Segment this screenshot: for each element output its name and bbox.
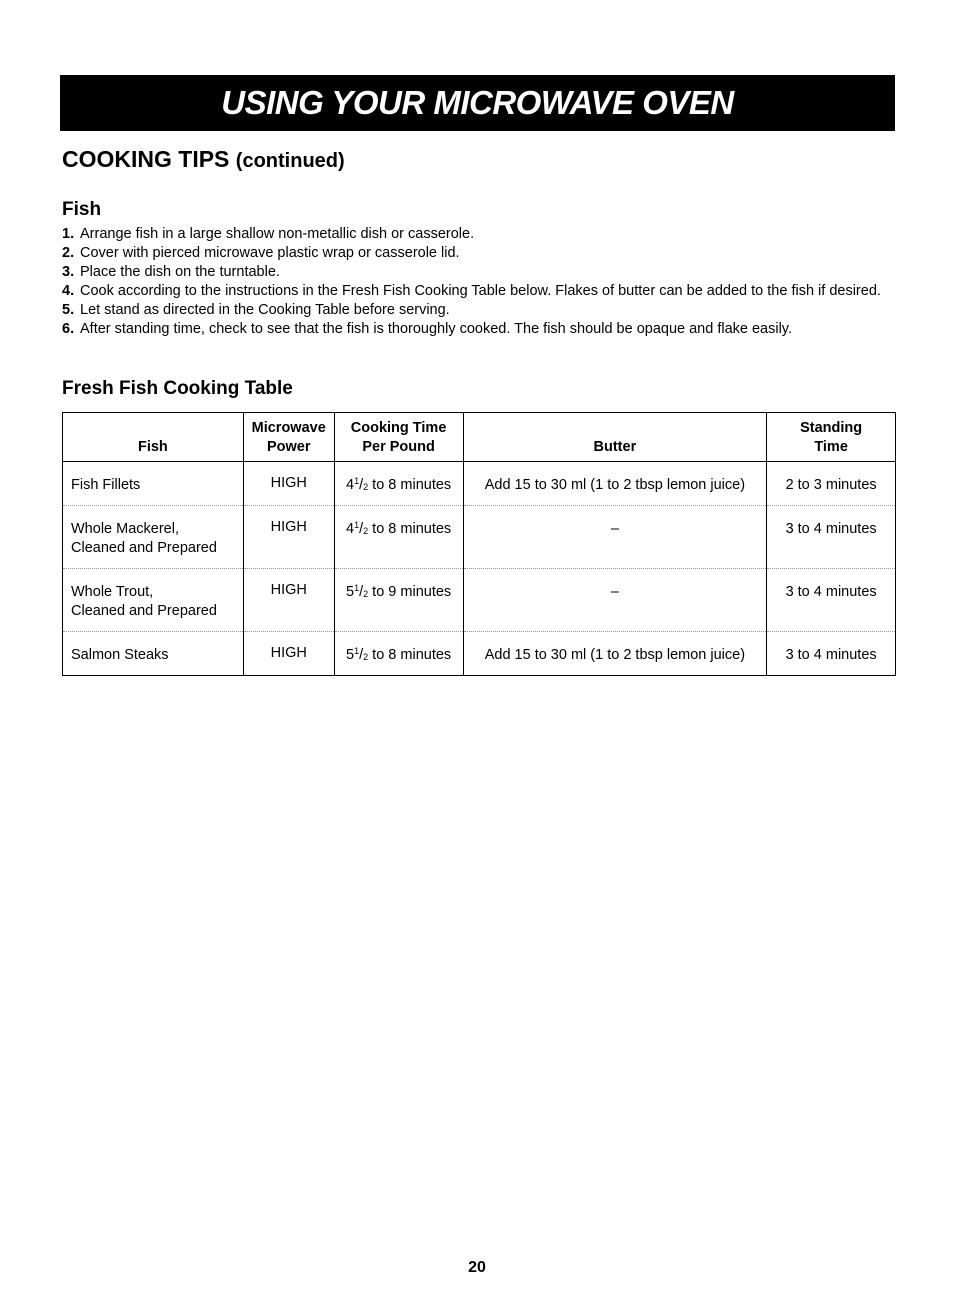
cell-cooking-time: $5^1/_2$ to 8 minutes: [334, 632, 463, 676]
cell-cooking-time: $5^1/_2$ to 9 minutes: [334, 569, 463, 632]
fish-subtitle: Fish: [62, 199, 102, 220]
table-title: Fresh Fish Cooking Table: [62, 378, 293, 399]
section-title-suffix: (continued): [235, 150, 345, 172]
cell-standing-time: 3 to 4 minutes: [767, 506, 896, 569]
cell-power: HIGH: [243, 506, 334, 569]
cell-cooking-time: $4^1/_2$ to 8 minutes: [334, 506, 463, 569]
table-row: [63, 569, 896, 632]
step-text: After standing time, check to see that the fish is thoroughly cooked. The fish should be opaque and flake easily.: [80, 321, 793, 337]
header-standing-time: Standing Time: [767, 413, 896, 462]
list-item: [62, 282, 882, 301]
cell-power: HIGH: [243, 462, 334, 506]
cell-standing-time: 3 to 4 minutes: [767, 632, 896, 676]
cell-power: HIGH: [243, 569, 334, 632]
cell-cooking-time: $4^1/_2$ to 8 minutes: [334, 462, 463, 506]
step-number: 3.: [62, 264, 75, 280]
step-number: 6.: [62, 321, 75, 337]
cell-standing-time: 3 to 4 minutes: [767, 569, 896, 632]
header-cooking-time: Cooking Time Per Pound: [334, 413, 463, 462]
list-item: [62, 225, 882, 244]
step-text: Arrange fish in a large shallow non-metallic dish or casserole.: [80, 226, 475, 242]
list-item: [62, 301, 882, 320]
table-row: [63, 506, 896, 569]
header-fish: Fish: [63, 413, 244, 462]
cell-power: HIGH: [243, 632, 334, 676]
fish-steps-list: [62, 225, 882, 339]
table-row: [63, 462, 896, 506]
table-row: [63, 632, 896, 676]
page-number: 20: [468, 1259, 486, 1276]
banner-title: USING YOUR MICROWAVE OVEN: [221, 84, 734, 121]
step-text: Place the dish on the turntable.: [80, 264, 280, 280]
step-text: Let stand as directed in the Cooking Table before serving.: [80, 302, 450, 318]
header-butter: Butter: [463, 413, 767, 462]
step-number: 2.: [62, 245, 75, 261]
cell-fish: Salmon Steaks: [71, 647, 169, 663]
step-number: 4.: [62, 283, 75, 299]
cell-butter: –: [463, 569, 767, 632]
step-text: Cook according to the instructions in the Fresh Fish Cooking Table below. Flakes of butter can be added to the fish if desired.: [80, 283, 881, 299]
section-title-main: COOKING TIPS: [62, 146, 230, 172]
section-title: [62, 146, 345, 173]
cell-fish: Whole Mackerel, Cleaned and Prepared: [63, 506, 244, 569]
step-number: 1.: [62, 226, 75, 242]
cell-fish: Fish Fillets: [63, 462, 244, 506]
cell-butter: Add 15 to 30 ml (1 to 2 tbsp lemon juice): [463, 632, 767, 676]
cell-fish: Whole Trout, Cleaned and Prepared: [63, 569, 244, 632]
header-power: Microwave Power: [243, 413, 334, 462]
list-item: [62, 244, 882, 263]
step-text: Cover with pierced microwave plastic wrap or casserole lid.: [80, 245, 460, 261]
list-item: [62, 263, 882, 282]
table-header-row: [63, 413, 896, 462]
cell-standing-time: 2 to 3 minutes: [767, 462, 896, 506]
cell-butter: Add 15 to 30 ml (1 to 2 tbsp lemon juice): [463, 462, 767, 506]
fresh-fish-cooking-table: [62, 412, 896, 676]
step-number: 5.: [62, 302, 75, 318]
cell-butter: –: [463, 506, 767, 569]
list-item: [62, 320, 882, 339]
page-banner: [60, 75, 895, 131]
